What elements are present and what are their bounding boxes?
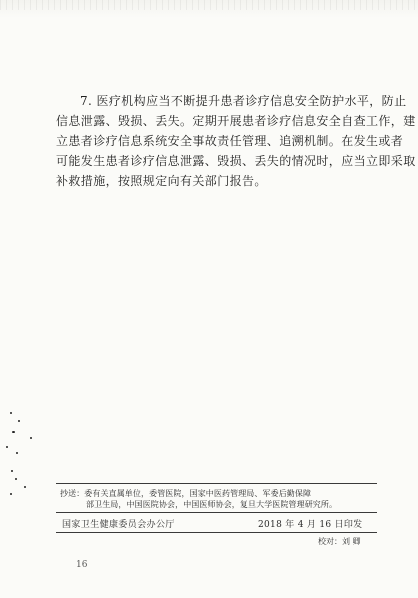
cc-line: 部卫生局，中国医院协会，中国医师协会，复旦大学医院管理研究所。 (86, 500, 338, 509)
scan-speck (10, 493, 12, 495)
cc-list (60, 488, 380, 510)
page-number: 16 (76, 560, 88, 570)
proofreader: 校对：刘 卿 (318, 537, 361, 546)
footer-rule-middle (56, 512, 377, 513)
paragraph-line: 信息泄露、毁损、丢失。定期开展患者诊疗信息安全自查工作，建 (56, 114, 416, 128)
scan-speck (11, 470, 13, 472)
paragraph-line: 7. 医疗机构应当不断提升患者诊疗信息安全防护水平，防止 (80, 94, 407, 108)
footer-rule-bottom (56, 532, 377, 533)
paragraph-line: 立患者诊疗信息系统安全事故责任管理、追溯机制。在发生或者 (56, 134, 404, 148)
scan-speck (10, 412, 12, 414)
issuing-office: 国家卫生健康委员会办公厅 (62, 520, 175, 530)
scan-top-edge (0, 0, 418, 10)
body-paragraph (56, 91, 416, 191)
scan-speck (16, 452, 18, 454)
scan-speck (18, 420, 20, 422)
scan-speck (24, 486, 26, 488)
cc-line: 抄送：委有关直属单位，委管医院，国家中医药管理局、军委后勤保障 (60, 489, 312, 498)
scan-speck (15, 478, 17, 480)
scan-speck (6, 446, 8, 448)
issue-date: 2018 年 4 月 16 日印发 (258, 520, 363, 530)
footer-rule-top (56, 483, 377, 484)
scan-speck (12, 431, 15, 433)
scan-speck (30, 437, 32, 439)
paragraph-line: 可能发生患者诊疗信息泄露、毁损、丢失的情况时，应当立即采取 (56, 154, 416, 168)
paragraph-line: 补救措施，按照规定向有关部门报告。 (56, 174, 267, 188)
